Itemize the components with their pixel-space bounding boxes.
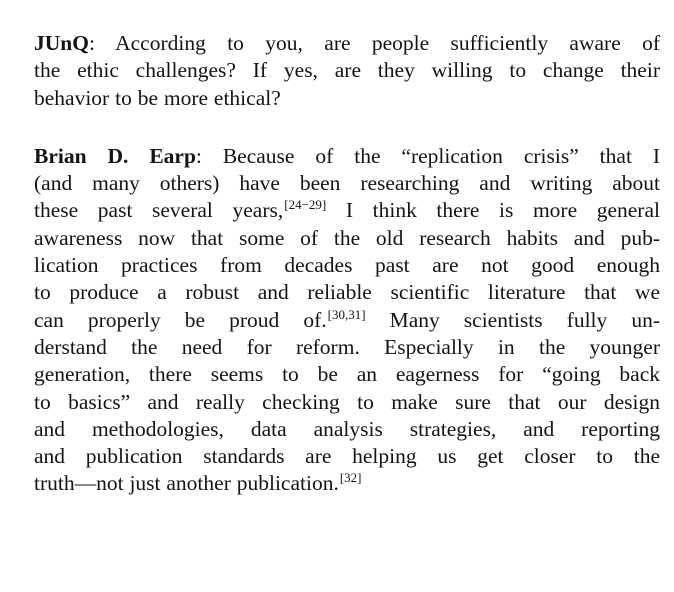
answer-line-6: to produce a robust and reliable scientific literature that we (34, 280, 660, 305)
interview-excerpt (34, 30, 660, 498)
answer-text-13: truth—not just another publication. (34, 471, 339, 496)
answer-paragraph (34, 143, 660, 498)
answer-line-5: lication practices from decades past are not good enough (34, 253, 660, 278)
citation-30-31: [30,31] (327, 306, 366, 322)
answer-line-7 (34, 307, 660, 334)
answer-line-11: and methodologies, data analysis strategies, and reporting (34, 416, 660, 441)
question-text-1: : According to you, are people sufficiently aware of (88, 31, 660, 55)
answer-line-10: to basics” and really checking to make sure that our design (34, 389, 660, 414)
answer-line-13 (34, 470, 660, 497)
question-paragraph (34, 30, 660, 112)
answer-line-1 (34, 143, 660, 170)
answer-line-8: derstand the need for reform. Especially in the younger (34, 334, 660, 359)
answer-text-7a: can properly be proud of. (34, 307, 327, 332)
citation-24-29: [24−29] (284, 197, 327, 213)
citation-32: [32] (339, 470, 362, 486)
answer-speaker: Brian D. Earp (34, 143, 196, 168)
answer-text-3a: these past several years, (34, 198, 284, 223)
answer-line-3 (34, 197, 660, 224)
question-line-1 (34, 30, 660, 57)
question-line-2: the ethic challenges? If yes, are they willing to change their (34, 58, 660, 83)
answer-text-7b: Many scientists fully un- (365, 307, 660, 332)
answer-text-3b: I think there is more general (326, 198, 660, 223)
answer-line-4: awareness now that some of the old research habits and pub- (34, 225, 660, 250)
answer-line-9: generation, there seems to be an eagerness for “going back (34, 362, 660, 387)
paragraph-spacer (34, 112, 660, 143)
question-line-3: behavior to be more ethical? (34, 85, 281, 110)
answer-line-2: (and many others) have been researching and writing about (34, 171, 660, 196)
answer-text-1: : Because of the “replication crisis” that I (195, 143, 661, 168)
question-speaker: JUnQ (34, 31, 89, 55)
answer-line-12: and publication standards are helping us get closer to the (34, 444, 660, 469)
